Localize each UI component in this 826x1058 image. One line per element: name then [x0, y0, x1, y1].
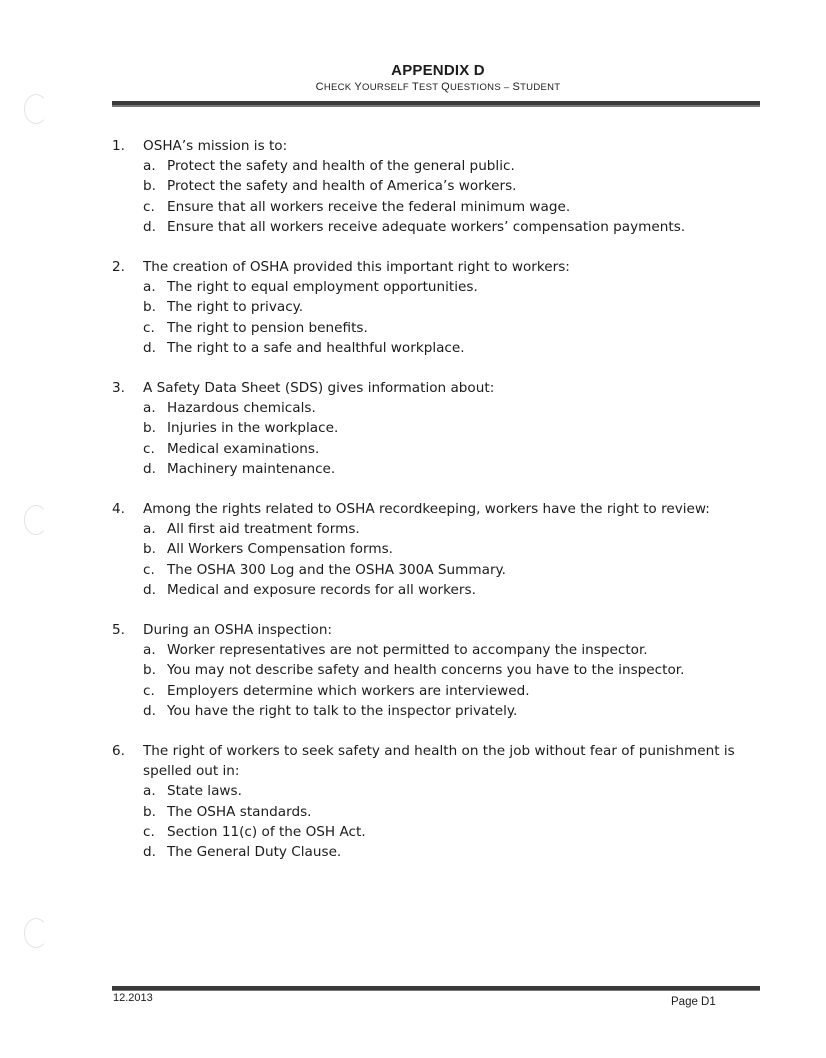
- answer-option: [143, 640, 742, 660]
- option-text: The OSHA 300 Log and the OSHA 300A Summary.: [167, 561, 506, 578]
- option-letter: c.: [143, 319, 155, 336]
- answer-option: [143, 439, 742, 459]
- answer-option: [143, 842, 742, 862]
- option-text: Ensure that all workers receive adequate workers’ compensation payments.: [167, 218, 686, 235]
- answer-option: [143, 459, 742, 479]
- option-letter: d.: [143, 702, 156, 719]
- answer-option: [143, 418, 742, 438]
- question-text: The creation of OSHA provided this important right to workers:: [143, 259, 570, 276]
- question-number: 5.: [112, 622, 125, 639]
- punch-hole-mark: [24, 918, 48, 948]
- option-text: Worker representatives are not permitted to accompany the inspector.: [167, 642, 648, 659]
- answer-option: [143, 660, 742, 680]
- option-text: Ensure that all workers receive the federal minimum wage.: [167, 198, 571, 215]
- punch-hole-mark: [24, 94, 48, 124]
- question-number: 3.: [112, 380, 125, 397]
- option-text: All Workers Compensation forms.: [167, 541, 393, 558]
- question-item: [112, 620, 742, 721]
- option-letter: c.: [143, 823, 155, 840]
- option-text: The right to a safe and healthful workplace.: [167, 339, 465, 356]
- question-number: 1.: [112, 138, 125, 154]
- question-text: A Safety Data Sheet (SDS) gives information about:: [143, 380, 495, 397]
- option-letter: d.: [143, 844, 156, 861]
- question-text: The right of workers to seek safety and health on the job without fear of punishment is spelled out in:: [143, 743, 735, 780]
- option-letter: b.: [143, 178, 156, 195]
- answer-option: [143, 338, 742, 358]
- question-item: [112, 136, 742, 237]
- answer-option: [143, 560, 742, 580]
- question-list: [112, 136, 742, 882]
- option-text: Section 11(c) of the OSH Act.: [167, 823, 366, 840]
- option-text: The OSHA standards.: [167, 803, 312, 820]
- question-number: 4.: [112, 501, 125, 518]
- option-letter: c.: [143, 198, 155, 215]
- answer-option: [143, 217, 742, 237]
- question-item: [112, 378, 742, 479]
- page-subtitle: CHECK YOURSELF TEST QUESTIONS – STUDENT: [315, 81, 561, 93]
- answer-option: [143, 398, 742, 418]
- answer-option: [143, 781, 742, 801]
- page-header: [0, 62, 826, 93]
- answer-option: [143, 297, 742, 317]
- option-letter: b.: [143, 541, 156, 558]
- header-rule: [112, 101, 760, 107]
- option-text: Injuries in the workplace.: [167, 420, 339, 437]
- option-letter: b.: [143, 299, 156, 316]
- question-text: During an OSHA inspection:: [143, 622, 333, 639]
- option-letter: d.: [143, 339, 156, 356]
- option-text: You may not describe safety and health concerns you have to the inspector.: [167, 662, 685, 679]
- option-letter: a.: [143, 158, 156, 175]
- answer-option: [143, 681, 742, 701]
- answer-option: [143, 176, 742, 196]
- answer-option: [143, 822, 742, 842]
- page-title: APPENDIX D: [391, 62, 485, 79]
- footer-rule: [112, 986, 760, 991]
- punch-hole-mark: [24, 505, 48, 535]
- option-text: The right to pension benefits.: [167, 319, 368, 336]
- answer-option: [143, 156, 742, 176]
- question-item: [112, 257, 742, 358]
- option-letter: c.: [143, 682, 155, 699]
- footer-date: 12.2013: [113, 992, 153, 1004]
- option-text: The right to equal employment opportunities.: [167, 279, 478, 296]
- option-text: The General Duty Clause.: [167, 844, 342, 861]
- answer-option: [143, 802, 742, 822]
- option-letter: a.: [143, 642, 156, 659]
- option-text: Machinery maintenance.: [167, 460, 336, 477]
- question-item: [112, 741, 742, 862]
- question-text: OSHA’s mission is to:: [143, 138, 288, 154]
- answer-option: [143, 197, 742, 217]
- question-item: [112, 499, 742, 600]
- option-text: Medical and exposure records for all workers.: [167, 581, 476, 598]
- option-letter: d.: [143, 218, 156, 235]
- question-number: 2.: [112, 259, 125, 276]
- option-text: Protect the safety and health of America’s workers.: [167, 178, 517, 195]
- answer-option: [143, 277, 742, 297]
- question-number: 6.: [112, 743, 125, 760]
- option-text: Hazardous chemicals.: [167, 400, 316, 417]
- answer-option: [143, 539, 742, 559]
- answer-option: [143, 519, 742, 539]
- answer-option: [143, 580, 742, 600]
- option-text: State laws.: [167, 783, 242, 800]
- option-letter: d.: [143, 460, 156, 477]
- option-letter: a.: [143, 400, 156, 417]
- option-letter: b.: [143, 420, 156, 437]
- option-text: Medical examinations.: [167, 440, 320, 457]
- option-text: Employers determine which workers are interviewed.: [167, 682, 530, 699]
- option-letter: a.: [143, 521, 156, 538]
- option-letter: d.: [143, 581, 156, 598]
- answer-option: [143, 701, 742, 721]
- option-letter: c.: [143, 561, 155, 578]
- option-letter: b.: [143, 803, 156, 820]
- answer-option: [143, 318, 742, 338]
- option-letter: a.: [143, 783, 156, 800]
- option-text: You have the right to talk to the inspector privately.: [167, 702, 518, 719]
- option-letter: c.: [143, 440, 155, 457]
- page-number: Page D1: [671, 996, 716, 1008]
- option-text: The right to privacy.: [167, 299, 304, 316]
- option-letter: a.: [143, 279, 156, 296]
- option-letter: b.: [143, 662, 156, 679]
- option-text: All first aid treatment forms.: [167, 521, 360, 538]
- question-text: Among the rights related to OSHA recordkeeping, workers have the right to review:: [143, 501, 710, 518]
- option-text: Protect the safety and health of the general public.: [167, 158, 515, 175]
